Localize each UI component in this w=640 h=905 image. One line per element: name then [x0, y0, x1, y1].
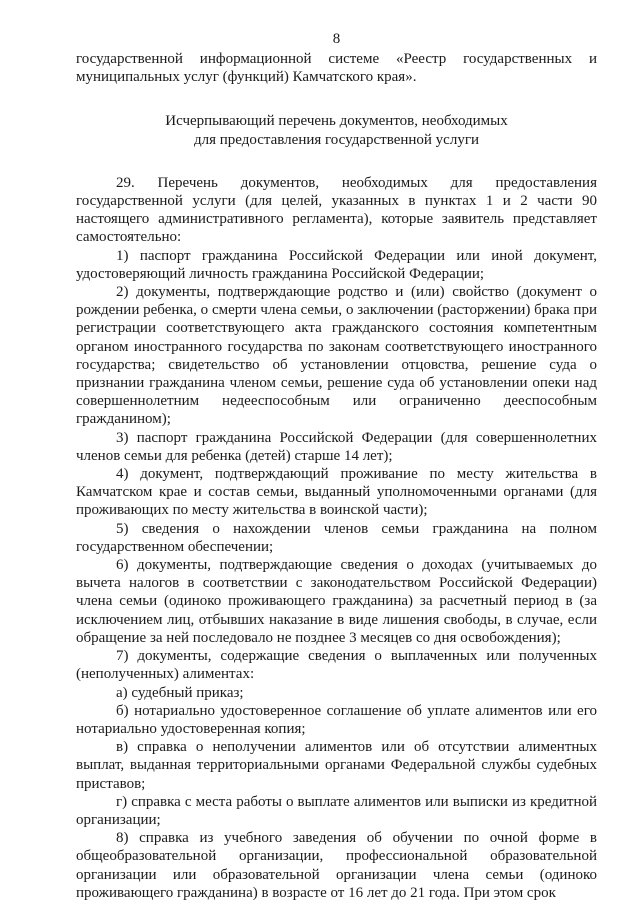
section-heading — [76, 112, 597, 148]
list-item-4: 4) документ, подтверждающий проживание по месту жительства в Камчатском крае и состав семьи, выданный уполномоченными органами (для проживающих по месту жительства в воинской части); — [76, 466, 597, 519]
section-heading-line-2: для предоставления государственной услуги — [193, 131, 480, 148]
list-item-7: 7) документы, содержащие сведения о выплаченных или полученных (неполученных) алиментах: — [76, 648, 597, 683]
sub-item-a: а) судебный приказ; — [116, 684, 244, 701]
list-item-5: 5) сведения о нахождении членов семьи гражданина на полном государственном обеспечении; — [76, 520, 597, 555]
page-number: 8 — [332, 31, 341, 47]
paragraph-29: 29. Перечень документов, необходимых для предоставления государственной услуги (для целей, указанных в пунктах 1 и 2 части 90 настоящего административного регламента), которые заявитель представляет самостоятельно: — [76, 174, 597, 246]
list-item-6: 6) документы, подтверждающие сведения о доходах (учитываемых до вычета налогов в соответствии с законодательством Российской Федерации) члена семьи (одиноко проживающего гражданина) за расчетный период в (за исключением лиц, отбывших наказание в виде лишения свободы, в случае, если обращение за ней последовало не позднее 3 месяцев со дня освобождения); — [76, 557, 597, 646]
document-body — [76, 50, 597, 902]
list-item-2: 2) документы, подтверждающие родство и (или) свойство (документ о рождении ребенка, о смерти члена семьи, о заключении (расторжении) брака при регистрации соответствующего акта гражданского состояния компетентным органом иностранного государства по законам соответствующего иностранного государства; свидетельство об установлении отцовства, решение суда о признании гражданина членом семьи, решение суда об установлении опеки над совершеннолетним недееспособным или ограниченно дееспособным гражданином); — [76, 284, 597, 428]
sub-item-v: в) справка о неполучении алиментов или об отсутствии алиментных выплат, выданная территориальными органами Федеральной службы судебных приставов; — [76, 739, 597, 792]
sub-item-g: г) справка с места работы о выплате алиментов или выписки из кредитной организации; — [76, 793, 597, 828]
list-item-1: 1) паспорт гражданина Российской Федерации или иной документ, удостоверяющий личность гражданина Российской Федерации; — [76, 247, 597, 282]
list-item-8: 8) справка из учебного заведения об обучении по очной форме в общеобразовательной организации, профессиональной образовательной организации или образовательной организации члена семьи (одиноко проживающего гражданина) в возрасте от 16 лет до 21 года. При этом срок — [76, 830, 597, 901]
sub-item-b: б) нотариально удостоверенное соглашение об уплате алиментов или его нотариально удостоверенная копия; — [76, 702, 597, 737]
list-item-3: 3) паспорт гражданина Российской Федерации (для совершеннолетних членов семьи для ребенка (детей) старше 14 лет); — [76, 429, 597, 464]
section-heading-line-1: Исчерпывающий перечень документов, необходимых — [165, 113, 508, 130]
intro-continuation: государственной информационной системе «Реестр государственных и муниципальных услуг (функций) Камчатского края». — [76, 51, 597, 86]
